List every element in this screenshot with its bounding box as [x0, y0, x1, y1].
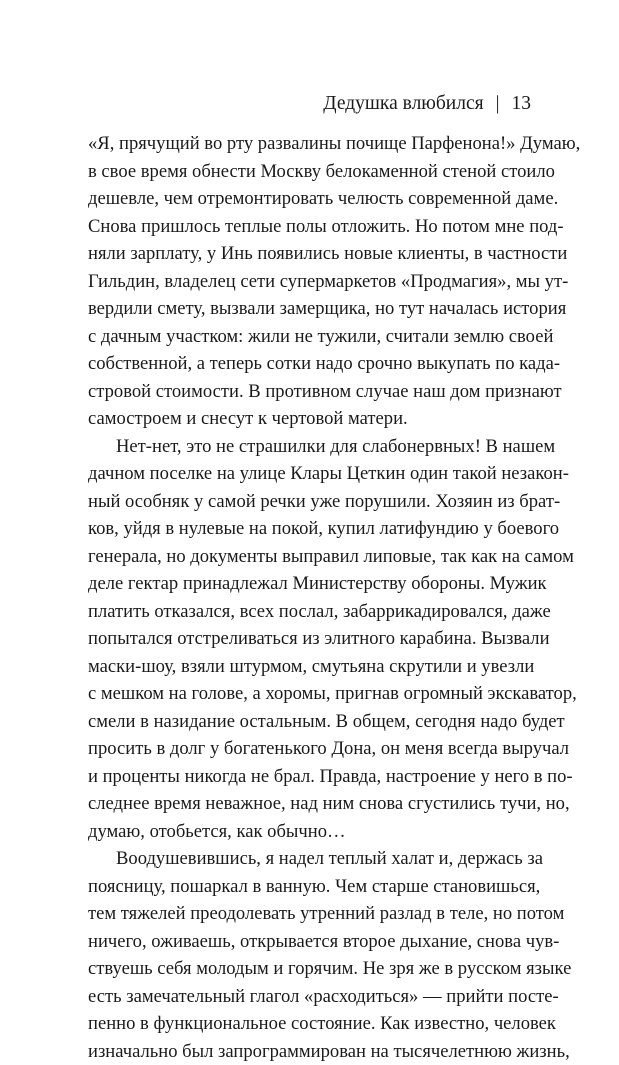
text-line: стровой стоимости. В противном случае наш дом признают	[88, 378, 531, 406]
text-line: с мешком на голове, а хоромы, пригнав огромный экскаватор,	[88, 680, 531, 708]
text-line: смели в назидание остальным. В общем, сегодня надо будет	[88, 708, 531, 736]
text-line: ствуешь себя молодым и горячим. Не зря же в русском языке	[88, 955, 531, 983]
paragraph-3	[88, 845, 531, 1065]
text-line: маски-шоу, взяли штурмом, смутьяна скрутили и увезли	[88, 653, 531, 681]
text-line: ничего, оживаешь, открывается второе дыхание, снова чув-	[88, 928, 531, 956]
text-line: вердили смету, вызвали замерщика, но тут началась история	[88, 295, 531, 323]
text-line: Снова пришлось теплые полы отложить. Но потом мне под-	[88, 213, 531, 241]
running-head-separator: |	[496, 92, 500, 116]
text-line: поясницу, пошаркал в ванную. Чем старше становишься,	[88, 873, 531, 901]
text-line: ков, уйдя в нулевые на покой, купил латифундию у боевого	[88, 515, 531, 543]
running-head	[323, 92, 531, 116]
text-line: Воодушевившись, я надел теплый халат и, держась за	[88, 845, 531, 873]
text-line: думаю, отобьется, как обычно…	[88, 818, 531, 846]
running-head-title: Дедушка влюбился	[323, 93, 483, 114]
text-line: просить в долг у богатенького Дона, он меня всегда выручал	[88, 735, 531, 763]
text-line: есть замечательный глагол «расходиться» — прийти посте-	[88, 983, 531, 1011]
text-line: генерала, но документы выправил липовые, так как на самом	[88, 543, 531, 571]
text-line: собственной, а теперь сотки надо срочно выкупать по када-	[88, 350, 531, 378]
text-line: тем тяжелей преодолевать утренний разлад в теле, но потом	[88, 900, 531, 928]
text-line: в свое время обнести Москву белокаменной стеной стоило	[88, 158, 531, 186]
text-line: дешевле, чем отремонтировать челюсть современной даме.	[88, 185, 531, 213]
paragraph-2	[88, 433, 531, 846]
text-line: самостроем и снесут к чертовой матери.	[88, 405, 531, 433]
text-line: няли зарплату, у Инь появились новые клиенты, в частности	[88, 240, 531, 268]
text-line: дачном поселке на улице Клары Цеткин один такой незакон-	[88, 460, 531, 488]
text-line: и проценты никогда не брал. Правда, настроение у него в по-	[88, 763, 531, 791]
text-line: попытался отстреливаться из элитного карабина. Вызвали	[88, 625, 531, 653]
text-line: платить отказался, всех послал, забаррикадировался, даже	[88, 598, 531, 626]
text-line: изначально был запрограммирован на тысячелетнюю жизнь,	[88, 1038, 531, 1065]
paragraph-1	[88, 130, 531, 433]
text-line: следнее время неважное, над ним снова сгустились тучи, но,	[88, 790, 531, 818]
body-text	[88, 130, 531, 1065]
text-line: ный особняк у самой речки уже порушили. Хозяин из брат-	[88, 488, 531, 516]
text-line: с дачным участком: жили не тужили, считали землю своей	[88, 323, 531, 351]
page-number: 13	[512, 93, 532, 114]
text-line: Нет-нет, это не страшилки для слабонервных! В нашем	[88, 433, 531, 461]
text-line: деле гектар принадлежал Министерству обороны. Мужик	[88, 570, 531, 598]
text-line: Гильдин, владелец сети супермаркетов «Продмагия», мы ут-	[88, 268, 531, 296]
text-line: «Я, прячущий во рту развалины почище Парфенона!» Думаю,	[88, 130, 531, 158]
text-line: пенно в функциональное состояние. Как известно, человек	[88, 1010, 531, 1038]
